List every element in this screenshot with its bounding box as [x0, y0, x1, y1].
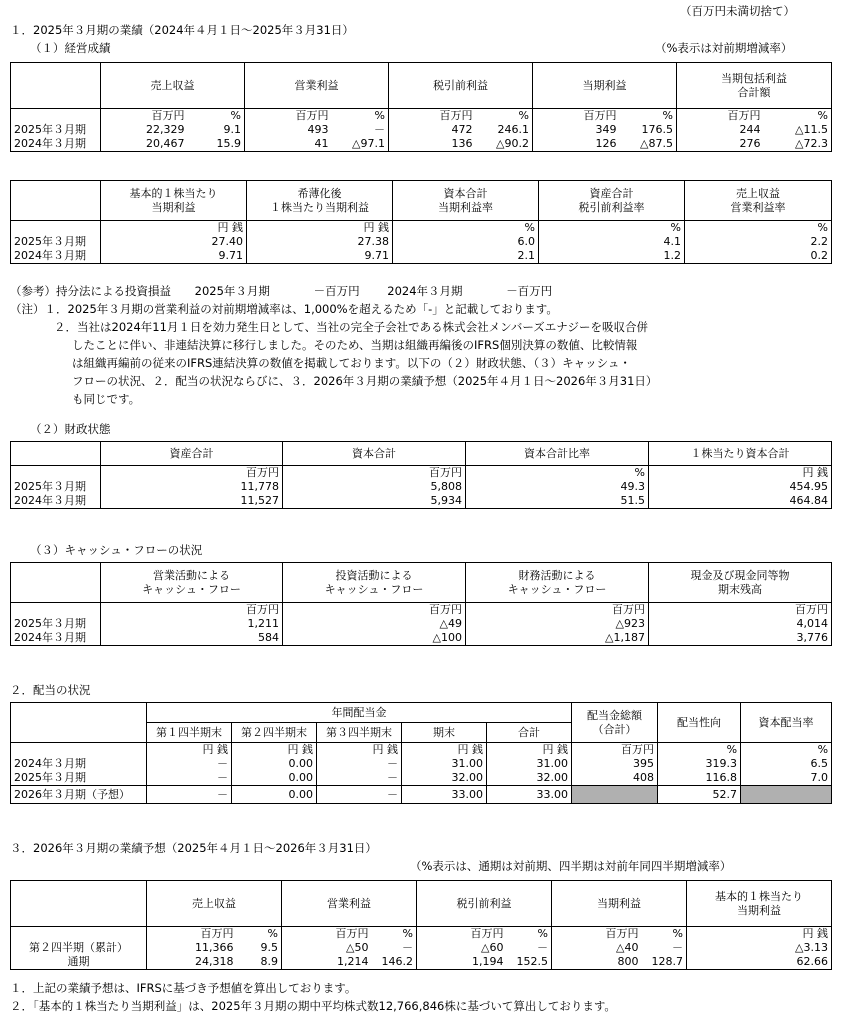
table-row: 2025年３月期 22,329 9.1 493 － 472 246.1 349 176.5 244 △11.5	[11, 123, 832, 137]
table-row: 2024年３月期 584 △100 △1,187 3,776	[11, 631, 832, 646]
header-fc-net-profit: 当期利益	[552, 881, 687, 927]
note-line: （注）１．2025年３月期の営業利益の対前期増減率は、1,000%を超えるため「-」と記載しております。	[10, 302, 558, 316]
header-q2: 第２四半期末	[232, 723, 317, 743]
header-operating-cf: 営業活動による キャッシュ・フロー	[101, 563, 283, 603]
cash-flow-table: 営業活動による キャッシュ・フロー 投資活動による キャッシュ・フロー 財務活動による キャッシュ・フロー 現金及び現金同等物 期末残高 百万円 百万円 百万円 百万円 2025年３月期 1,211 △49 △923 4,014 2024年３月期 584 △100 △1,187 3,776	[10, 562, 832, 646]
header-fc-operating-profit: 営業利益	[282, 881, 417, 927]
header-roe: 資本合計 当期利益率	[393, 181, 539, 221]
header-basic-eps: 基本的１株当たり 当期利益	[101, 181, 247, 221]
table-row: 2025年３月期 1,211 △49 △923 4,014	[11, 617, 832, 631]
header-annual-dividend: 年間配当金	[147, 703, 572, 723]
table-row: 通期 24,318 8.9 1,214 146.2 1,194 152.5 800 128.7 62.66	[11, 955, 832, 970]
cash-flow-title: （３）キャッシュ・フローの状況	[30, 543, 203, 557]
forecast-table: 売上収益 営業利益 税引前利益 当期利益 基本的１株当たり 当期利益 百万円 % 百万円 % 百万円 % 百万円 % 円 銭 第２四半期（累計） 11,366 9.5 △50 － △60 － △40 － △3.13 通期 24,318 8.9 1,214 146.2 1,194 152.5 800 128.7 62.66	[10, 880, 832, 970]
footnote: ２．「基本的１株当たり当期利益」は、2025年３月期の期中平均株式数12,766,846株に基づいて算出しております。	[10, 999, 616, 1013]
header-year-end: 期末	[402, 723, 487, 743]
table-row: 2025年３月期 27.40 27.38 6.0 4.1 2.2	[11, 235, 832, 249]
operating-results-table: 売上収益 営業利益 税引前利益 当期利益 当期包括利益 合計額 百万円 % 百万円 % 百万円 % 百万円 % 百万円 % 2025年３月期 22,329 9.1 493 － 472 246.1 349 176.5 244 △11.5 2024年３月期 20,467 15.9 41 △97.1 136 △90.2 126 △87.5 276 △72.3	[10, 62, 832, 152]
header-total: 合計	[487, 723, 572, 743]
header-fc-pretax-profit: 税引前利益	[417, 881, 552, 927]
table-row: 2025年３月期 11,778 5,808 49.3 454.95	[11, 480, 832, 494]
header-q1: 第１四半期末	[147, 723, 232, 743]
table-row: 2024年３月期 9.71 9.71 2.1 1.2 0.2	[11, 249, 832, 264]
header-fc-revenue: 売上収益	[147, 881, 282, 927]
header-total-equity: 資本合計	[283, 442, 466, 466]
header-payout-ratio: 配当性向	[658, 703, 741, 743]
header-equity-per-share: １株当たり資本合計	[649, 442, 832, 466]
header-pretax-profit: 税引前利益	[389, 63, 533, 109]
note-line: も同じです。	[72, 392, 141, 406]
table-row: 第２四半期（累計） 11,366 9.5 △50 － △60 － △40 － △3.13	[11, 941, 832, 955]
header-fc-eps: 基本的１株当たり 当期利益	[687, 881, 832, 927]
header-net-profit: 当期利益	[533, 63, 677, 109]
table-row-forecast: 2026年３月期（予想） － 0.00 － 33.00 33.00 52.7	[11, 786, 832, 804]
dividends-table: 年間配当金 配当金総額 （合計） 配当性向 資本配当率 第１四半期末 第２四半期末 第３四半期末 期末 合計 円 銭 円 銭 円 銭 円 銭 円 銭 百万円 % % 2024年３月期 － 0.00 － 31.00 31.00 395 319.3 6.5 2025年３月期 － 0.00 － 32.00 32.00 408 116.8 7.0 2026年３月期（予想） － 0.00 － 33.00 33.00 52.7	[10, 702, 832, 804]
header-pretax-roa: 資産合計 税引前利益率	[539, 181, 685, 221]
financial-position-table: 資産合計 資本合計 資本合計比率 １株当たり資本合計 百万円 百万円 % 円 銭 2025年３月期 11,778 5,808 49.3 454.95 2024年３月期 11,527 5,934 51.5 464.84	[10, 441, 832, 509]
table-row: 2024年３月期 11,527 5,934 51.5 464.84	[11, 494, 832, 509]
financial-position-title: （２）財政状態	[30, 422, 111, 436]
table-row: 2024年３月期 － 0.00 － 31.00 31.00 395 319.3 6.5	[11, 757, 832, 771]
section1-title: １．2025年３月期の業績（2024年４月１日～2025年３月31日）	[10, 23, 354, 37]
footnote: １．上記の業績予想は、IFRSに基づき予想値を算出しております。	[10, 981, 357, 995]
forecast-note: （%表示は、通期は対前期、四半期は対前年同四半期増減率）	[410, 859, 732, 873]
forecast-title: ３．2026年３月期の業績予想（2025年４月１日～2026年３月31日）	[10, 841, 377, 855]
equity-method-reference: （参考）持分法による投資損益 2025年３月期 －百万円 2024年３月期 －百万円	[10, 284, 553, 298]
header-equity-ratio: 資本合計比率	[466, 442, 649, 466]
header-cash-balance: 現金及び現金同等物 期末残高	[649, 563, 832, 603]
header-dividend-on-equity: 資本配当率	[741, 703, 832, 743]
dividends-title: ２．配当の状況	[10, 683, 91, 697]
header-operating-margin: 売上収益 営業利益率	[685, 181, 832, 221]
header-comprehensive-income: 当期包括利益 合計額	[677, 63, 832, 109]
header-total-assets: 資産合計	[101, 442, 283, 466]
table-row: 2025年３月期 － 0.00 － 32.00 32.00 408 116.8 7.0	[11, 771, 832, 786]
header-financing-cf: 財務活動による キャッシュ・フロー	[466, 563, 649, 603]
note-line: ２．当社は2024年11月１日を効力発生日として、当社の完全子会社である株式会社メンバーズエナジーを吸収合併	[54, 320, 649, 334]
note-line: したことに伴い、非連結決算に移行しました。そのため、当期は組織再編後のIFRS個別決算の数値、比較情報	[72, 338, 638, 352]
header-investing-cf: 投資活動による キャッシュ・フロー	[283, 563, 466, 603]
header-blank	[11, 63, 101, 109]
header-revenue: 売上収益	[101, 63, 245, 109]
header-total-dividend: 配当金総額 （合計）	[572, 703, 658, 743]
yoy-note: （%表示は対前期増減率）	[655, 41, 793, 55]
header-diluted-eps: 希薄化後 １株当たり当期利益	[247, 181, 393, 221]
unit-note: （百万円未満切捨て）	[680, 4, 795, 18]
table-row: 2024年３月期 20,467 15.9 41 △97.1 136 △90.2 126 △87.5 276 △72.3	[11, 137, 832, 152]
operating-results-title: （１）経営成績	[30, 41, 111, 55]
note-line: は組織再編前の従来のIFRS連結決算の数値を掲載しております。以下の（２）財政状態、（３）キャッシュ・	[72, 356, 631, 370]
note-line: フローの状況、２．配当の状況ならびに、３．2026年３月期の業績予想（2025年４月１日～2026年３月31日）	[72, 374, 658, 388]
header-q3: 第３四半期末	[317, 723, 402, 743]
per-share-table: 基本的１株当たり 当期利益 希薄化後 １株当たり当期利益 資本合計 当期利益率 資産合計 税引前利益率 売上収益 営業利益率 円 銭 円 銭 % % % 2025年３月期 27.40 27.38 6.0 4.1 2.2 2024年３月期 9.71 9.71 2.1 1.2 0.2	[10, 180, 832, 264]
header-operating-profit: 営業利益	[245, 63, 389, 109]
